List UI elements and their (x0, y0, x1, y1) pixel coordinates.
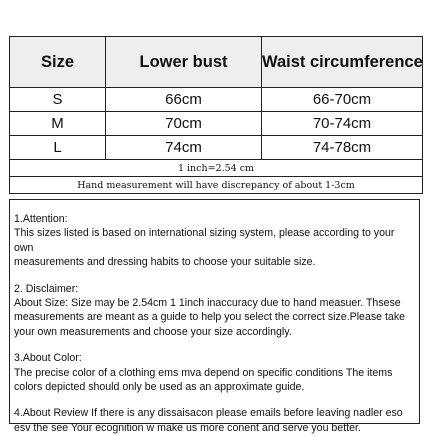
spacer (14, 394, 415, 406)
disclaimer-text-line: measurements are meant as a guide to help you select the correct size.Please take (14, 311, 406, 324)
disclaimer-text-line: About Size: Size may be 2.54cm 1 1inch inaccuracy due to hand measuer. Thsese (14, 297, 401, 310)
spacer (14, 200, 415, 212)
size-chart-table (9, 36, 423, 194)
header-size: Size (10, 37, 106, 88)
cell-size: L (10, 136, 106, 160)
measurement-note-row (10, 177, 423, 194)
color-section (14, 351, 415, 394)
review-text-line: esv the see Your ecognition w make us more conent and serve you better. (14, 421, 361, 434)
disclaimer-title: 2. Disclaimer: (14, 282, 79, 295)
header-waist-circumference: Waist circumference (262, 37, 423, 88)
spacer (14, 339, 415, 351)
cell-lower-bust: 66cm (106, 88, 262, 112)
disclaimer-section (14, 282, 415, 340)
disclaimer-text-line: your own measurements and choose your size accordingly. (14, 325, 292, 338)
cell-waist: 74-78cm (262, 136, 423, 160)
attention-title: 1.Attention: (14, 213, 68, 225)
table-row (10, 88, 423, 112)
inch-conversion-note: 1 inch=2.54 cm (10, 160, 423, 177)
review-section (14, 406, 415, 435)
inch-note-row (10, 160, 423, 177)
table-row (10, 136, 423, 160)
size-info-box (9, 199, 420, 434)
color-title: 3.About Color: (14, 352, 82, 365)
attention-text-line: This sizes listed is based on international sizing system, please according to your own (14, 227, 395, 254)
table-row (10, 112, 423, 136)
cell-lower-bust: 74cm (106, 136, 262, 160)
table-header-row (10, 37, 423, 88)
cell-lower-bust: 70cm (106, 112, 262, 136)
cell-size: S (10, 88, 106, 112)
color-text-line: The precise color of a clothing ems mva depend on specific conditions The items (14, 366, 393, 379)
color-text-line: colors depicted should only be used as an approximate guide. (14, 381, 305, 394)
measurement-discrepancy-note: Hand measurement will have discrepancy of about 1-3cm (10, 177, 423, 194)
attention-text-line: measurements and dressing habits to choose your suitable size. (14, 256, 316, 269)
review-text-line: 4.About Review If there is any dissaisacon please emails before leaving nadler eso (14, 407, 403, 420)
header-lower-bust: Lower bust (106, 37, 262, 88)
spacer (14, 270, 415, 282)
cell-waist: 66-70cm (262, 88, 423, 112)
attention-section (14, 212, 415, 270)
cell-size: M (10, 112, 106, 136)
cell-waist: 70-74cm (262, 112, 423, 136)
